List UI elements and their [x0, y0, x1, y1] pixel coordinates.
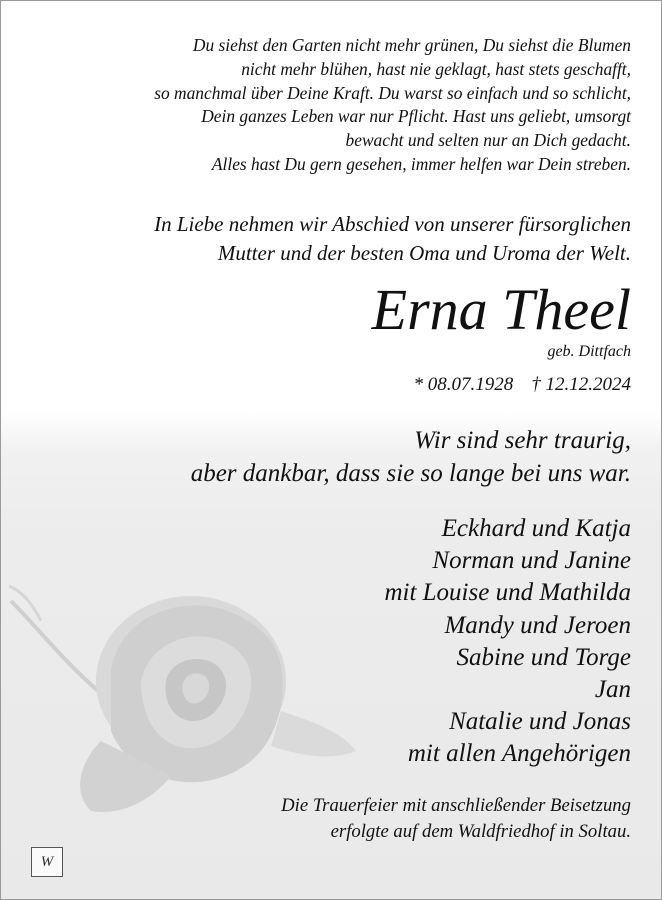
poem-line: Du siehst den Garten nicht mehr grünen, Du siehst die Blumen	[192, 35, 631, 55]
family-member: mit allen Angehörigen	[407, 740, 631, 768]
farewell-line: Mutter und der besten Oma und Uroma der Welt.	[217, 240, 631, 265]
poem-line: Alles hast Du gern gesehen, immer helfen war Dein streben.	[211, 153, 631, 174]
poem	[31, 34, 631, 177]
family-member: Norman und Janine	[432, 547, 631, 575]
birth-date: * 08.07.1928	[413, 374, 514, 395]
sentiment-text	[31, 424, 631, 490]
family-member: Natalie und Jonas	[449, 708, 631, 736]
service-info	[31, 793, 631, 844]
deceased-name: Erna Theel	[371, 277, 631, 342]
family-member: Sabine und Torge	[456, 643, 631, 671]
sentiment-line: aber dankbar, dass sie so lange bei uns war.	[190, 460, 631, 487]
life-dates	[414, 373, 632, 397]
sentiment-line: Wir sind sehr traurig,	[414, 427, 631, 454]
publisher-logo: W	[31, 847, 63, 877]
farewell-text	[31, 210, 631, 267]
farewell-line: In Liebe nehmen wir Abschied von unserer fürsorglichen	[154, 212, 631, 236]
service-line: Die Trauerfeier mit anschließender Beisetzung	[281, 795, 631, 816]
family-member: Eckhard und Katja	[441, 515, 631, 542]
poem-line: Dein ganzes Leben war nur Pflicht. Hast uns geliebt, umsorgt	[201, 106, 631, 127]
poem-line: nicht mehr blühen, hast nie geklagt, hast stets geschafft,	[241, 58, 631, 79]
death-date: † 12.12.2024	[531, 374, 631, 395]
service-line: erfolgte auf dem Waldfriedhof in Soltau.	[330, 820, 631, 842]
birth-name: geb. Dittfach	[547, 343, 631, 360]
poem-line: so manchmal über Deine Kraft. Du warst so einfach und so schlicht,	[154, 82, 631, 103]
family-list	[31, 513, 631, 771]
poem-line: bewacht und selten nur an Dich gedacht.	[345, 130, 631, 151]
family-member: Jan	[594, 676, 631, 704]
family-member: mit Louise und Mathilda	[384, 579, 631, 607]
family-member: Mandy und Jeroen	[444, 611, 631, 639]
